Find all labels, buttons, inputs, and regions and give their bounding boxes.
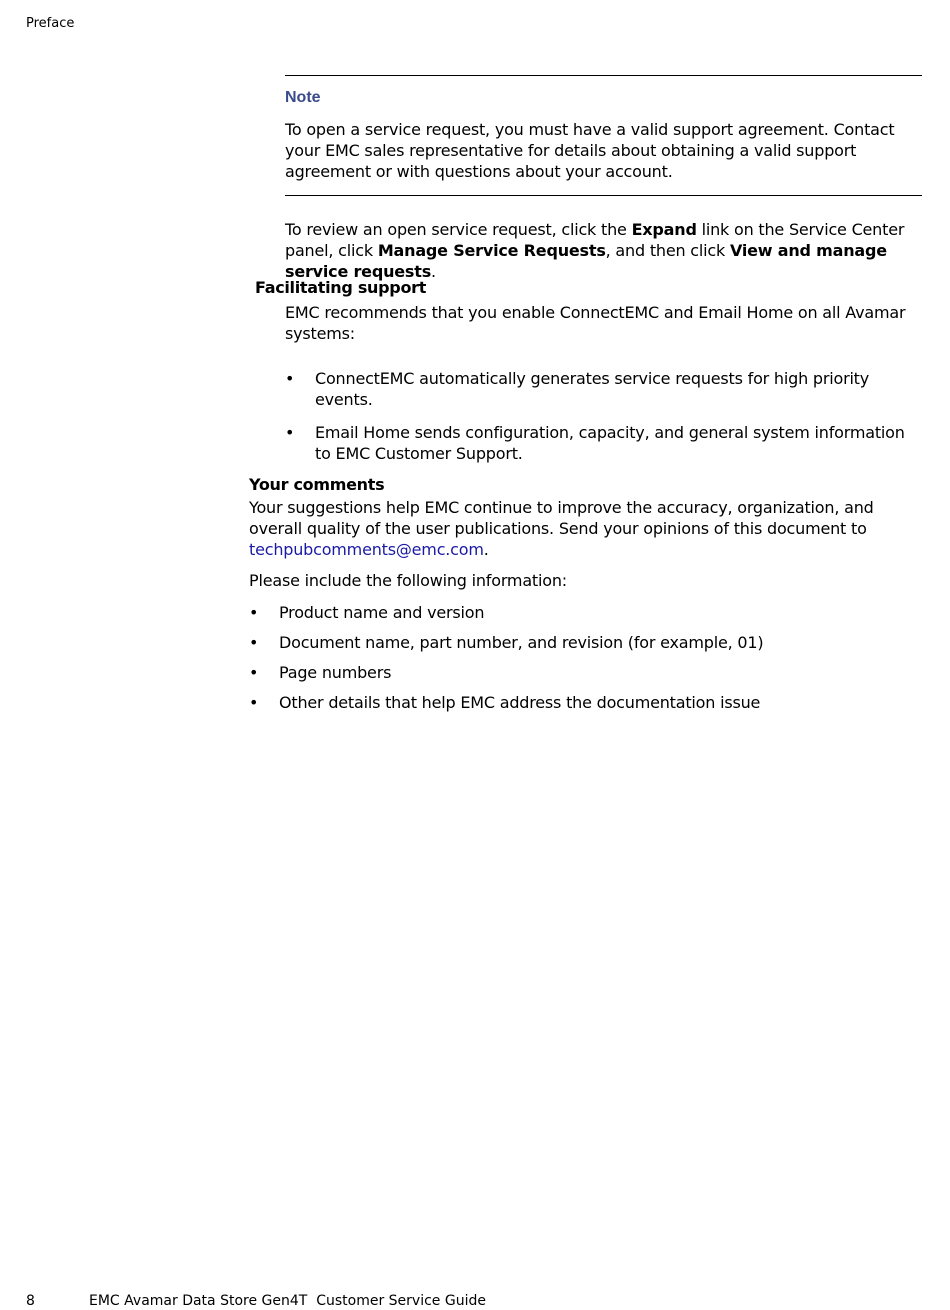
footer-doc-title: EMC Avamar Data Store Gen4T Customer Service Guide	[89, 1293, 486, 1309]
list-item-text: Product name and version	[279, 603, 485, 622]
comments-text-end: .	[483, 540, 489, 559]
bullet-icon: •	[249, 663, 259, 682]
list-item	[285, 368, 925, 410]
comments-text: Your suggestions help EMC continue to improve the accuracy, organization, and overall quality of the user publications. Send your opinions of this document to	[249, 498, 874, 538]
include-info-text: Please include the following information:	[249, 571, 567, 590]
bullet-icon: •	[285, 423, 295, 442]
list-item-text: Document name, part number, and revision (for example, 01)	[279, 633, 764, 652]
your-comments-heading: Your comments	[249, 475, 385, 494]
running-header: Preface	[26, 16, 75, 31]
facilitating-intro: EMC recommends that you enable ConnectEMC and Email Home on all Avamar systems:	[285, 303, 906, 343]
list-item	[249, 662, 929, 683]
expand-link-label: Expand	[631, 220, 697, 239]
manage-service-requests-label: Manage Service Requests	[377, 241, 606, 260]
list-item-text: Email Home sends configuration, capacity, and general system information to EMC Customer Support.	[315, 423, 905, 463]
note-text: To open a service request, you must have a valid support agreement. Contact your EMC sales representative for details about obtaining a valid support agreement or with questions about your account.	[285, 120, 895, 181]
list-item-text: Page numbers	[279, 663, 392, 682]
list-item	[249, 632, 929, 653]
footer-page-number: 8	[26, 1293, 35, 1309]
note-heading: Note	[285, 89, 321, 106]
info-bullet-list	[249, 602, 929, 722]
list-item-text: ConnectEMC automatically generates service requests for high priority events.	[315, 369, 870, 409]
view-manage-requests-label: View and manage service requests	[285, 241, 887, 281]
bullet-icon: •	[249, 693, 259, 712]
bullet-icon: •	[249, 633, 259, 652]
bullet-icon: •	[285, 369, 295, 388]
review-text-2: link on the Service Center panel, click	[285, 220, 905, 260]
comments-paragraph	[249, 497, 929, 560]
bullet-icon: •	[249, 603, 259, 622]
note-box	[285, 75, 922, 196]
email-link[interactable]: techpubcomments@emc.com	[249, 540, 484, 559]
review-text-1: To review an open service request, click the	[285, 220, 632, 239]
review-text-4: .	[431, 262, 436, 281]
list-item	[285, 422, 925, 464]
list-item-text: Other details that help EMC address the documentation issue	[279, 693, 761, 712]
list-item	[249, 602, 929, 623]
review-paragraph	[285, 219, 925, 282]
facilitating-support-heading: Facilitating support	[255, 278, 427, 297]
facilitating-bullet-list	[285, 368, 925, 476]
review-text-3: , and then click	[605, 241, 730, 260]
list-item	[249, 692, 929, 713]
